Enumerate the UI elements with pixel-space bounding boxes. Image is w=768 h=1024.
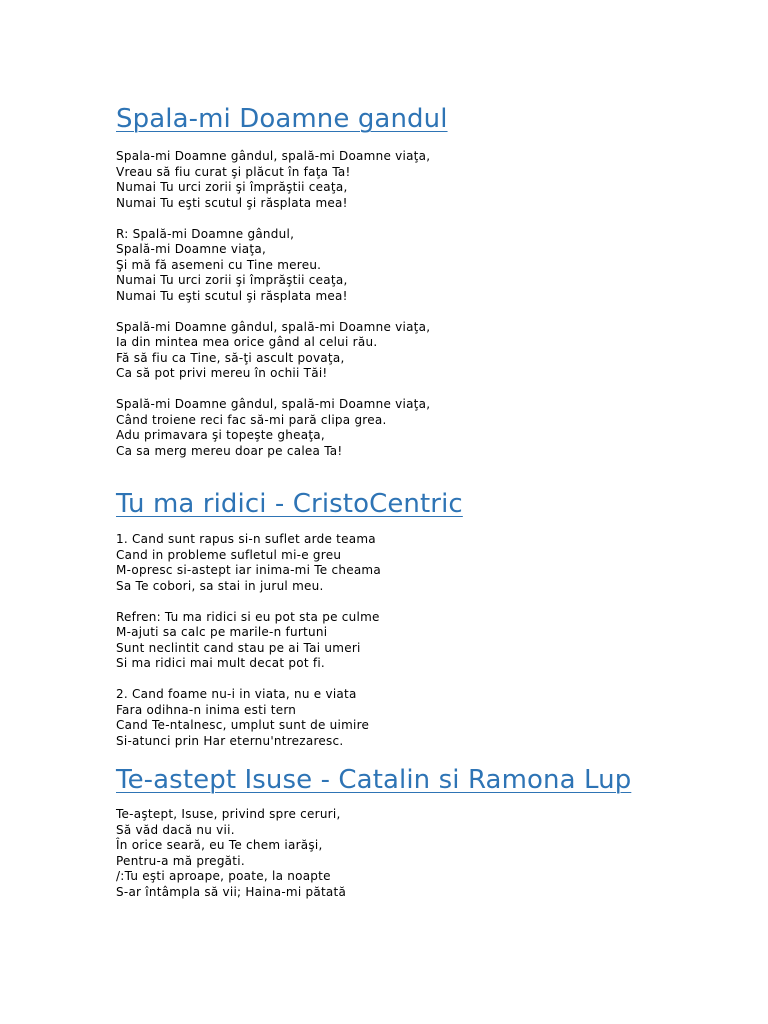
lyric-line: Să văd dacă nu vii. [116, 822, 235, 837]
lyric-line: În orice seară, eu Te chem iarăşi, [116, 838, 323, 852]
lyric-line: Numai Tu urci zorii şi împrăştii ceaţa, [116, 273, 348, 287]
lyric-line: Ca să pot privi mereu în ochii Tăi! [116, 366, 328, 380]
stanza [116, 149, 736, 211]
stanza [116, 227, 736, 305]
lyric-line: Ia din mintea mea orice gând al celui rău. [116, 335, 378, 349]
lyric-line: Si-atunci prin Har eternu'ntrezaresc. [116, 733, 344, 748]
stanza [116, 687, 736, 749]
lyric-line: Si ma ridici mai mult decat pot fi. [116, 656, 325, 670]
lyric-line: Pentru-a mă pregăti. [116, 853, 245, 868]
lyric-line: Sa Te cobori, sa stai in jurul meu. [116, 578, 324, 593]
lyric-line: Spală-mi Doamne viaţa, [116, 242, 267, 256]
stanza [116, 532, 736, 594]
lyric-line: M-opresc si-astept iar inima-mi Te cheama [116, 563, 381, 577]
lyric-line: Ca sa merg mereu doar pe calea Ta! [116, 443, 343, 458]
lyric-line: Fă să fiu ca Tine, să-ţi ascult povaţa, [116, 350, 345, 365]
song-title-link[interactable]: Tu ma ridici - CristoCentric [116, 489, 463, 519]
lyric-line: Spală-mi Doamne gândul, spală-mi Doamne viaţa, [116, 397, 431, 411]
lyric-line: M-ajuti sa calc pe marile-n furtuni [116, 625, 328, 639]
stanza [116, 320, 736, 382]
lyric-line: Cand Te-ntalnesc, umplut sunt de uimire [116, 718, 370, 732]
lyric-line: S-ar întâmpla să vii; Haina-mi pătată [116, 884, 347, 899]
lyric-line: Spală-mi Doamne gândul, spală-mi Doamne viaţa, [116, 319, 431, 334]
lyric-line: Când troiene reci fac să-mi pară clipa grea. [116, 412, 387, 427]
lyric-line: Numai Tu eşti scutul şi răsplata mea! [116, 288, 348, 303]
stanza [116, 397, 736, 459]
lyric-line: Sunt neclintit cand stau pe ai Tai umeri [116, 640, 361, 655]
song-title-link[interactable]: Te-astept Isuse - Catalin si Ramona Lup [116, 765, 632, 795]
lyric-line: R: Spală-mi Doamne gândul, [116, 226, 295, 241]
lyric-line: Spala-mi Doamne gândul, spală-mi Doamne viaţa, [116, 149, 431, 163]
lyric-line: Vreau să fiu curat şi plăcut în faţa Ta! [116, 164, 351, 179]
lyric-line: Şi mă fă asemeni cu Tine mereu. [116, 257, 322, 272]
lyric-line: 2. Cand foame nu-i in viata, nu e viata [116, 687, 357, 701]
lyric-line: /:Tu eşti aproape, poate, la noapte [116, 869, 331, 883]
lyric-line: Fara odihna-n inima esti tern [116, 702, 297, 717]
lyric-line: Refren: Tu ma ridici si eu pot sta pe culme [116, 609, 380, 624]
song-3 [116, 765, 736, 900]
song-1 [116, 104, 736, 459]
lyric-line: 1. Cand sunt rapus si-n suflet arde teama [116, 532, 376, 546]
lyric-line: Numai Tu urci zorii şi împrăştii ceaţa, [116, 180, 348, 194]
lyric-line: Numai Tu eşti scutul şi răsplata mea! [116, 195, 348, 210]
song-title-link[interactable]: Spala-mi Doamne gandul [116, 104, 448, 134]
stanza [116, 610, 736, 672]
song-2 [116, 489, 736, 749]
lyric-line: Adu primavara şi topeşte gheaţa, [116, 428, 325, 442]
stanza [116, 807, 736, 900]
lyric-line: Te-aştept, Isuse, privind spre ceruri, [116, 807, 341, 821]
lyric-line: Cand in probleme sufletul mi-e greu [116, 547, 342, 562]
